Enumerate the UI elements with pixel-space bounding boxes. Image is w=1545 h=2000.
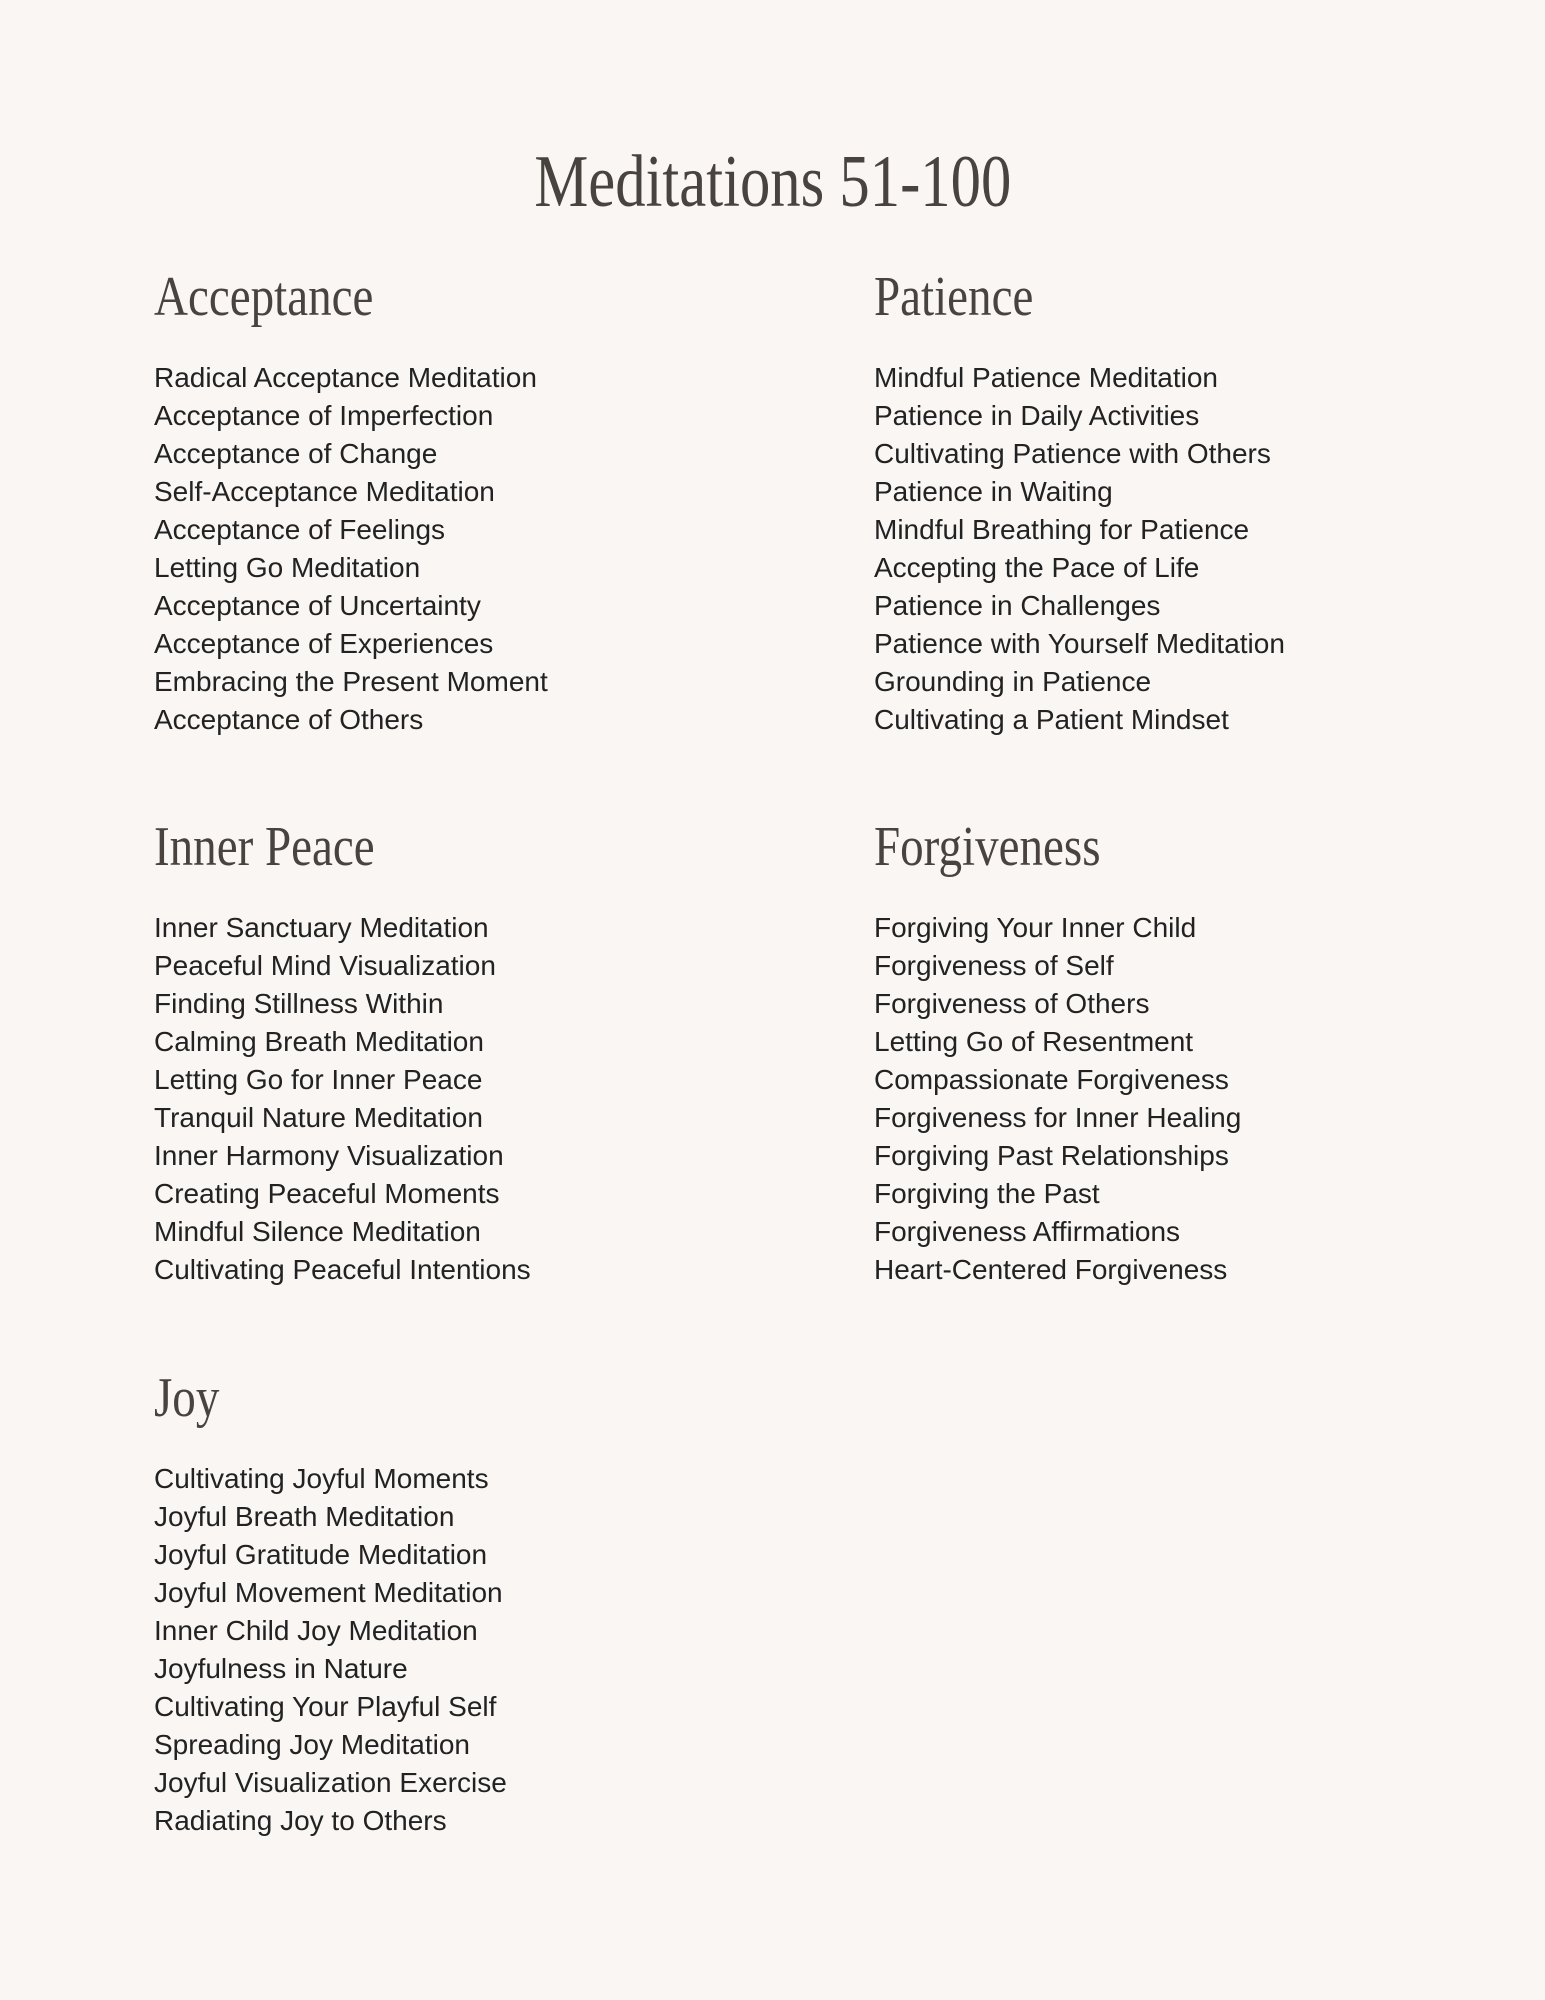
list-item: Peaceful Mind Visualization <box>154 950 496 981</box>
list-item: Joyful Visualization Exercise <box>154 1767 507 1798</box>
list-item: Finding Stillness Within <box>154 988 444 1019</box>
section-heading: Inner Peace <box>154 816 375 878</box>
list-item: Forgiveness Affirmations <box>874 1216 1181 1247</box>
list-item: Joyful Movement Meditation <box>154 1577 503 1608</box>
list-item: Forgiving Past Relationships <box>874 1140 1229 1171</box>
list-item: Acceptance of Others <box>154 704 424 735</box>
list-item: Cultivating Your Playful Self <box>154 1691 497 1722</box>
list-item: Radiating Joy to Others <box>154 1805 447 1836</box>
list-item: Forgiveness for Inner Healing <box>874 1102 1242 1133</box>
section-inner-peace <box>154 817 774 1289</box>
list-item: Forgiving the Past <box>874 1178 1100 1209</box>
list-item: Inner Child Joy Meditation <box>154 1615 478 1646</box>
list-item: Compassionate Forgiveness <box>874 1064 1229 1095</box>
list-item: Mindful Silence Meditation <box>154 1216 481 1247</box>
list-item: Radical Acceptance Meditation <box>154 362 537 393</box>
list-item: Accepting the Pace of Life <box>874 552 1200 583</box>
list-item: Acceptance of Feelings <box>154 514 446 545</box>
section-joy <box>154 1368 774 1840</box>
page-title <box>0 140 1545 224</box>
list-item: Patience in Daily Activities <box>874 400 1200 431</box>
list-item: Forgiveness of Others <box>874 988 1150 1019</box>
list-item: Self-Acceptance Meditation <box>154 476 495 507</box>
section-acceptance <box>154 267 774 739</box>
list-item: Cultivating Peaceful Intentions <box>154 1254 531 1285</box>
page-title-text: Meditations 51-100 <box>534 141 1011 223</box>
list-item: Mindful Breathing for Patience <box>874 514 1250 545</box>
list-item: Tranquil Nature Meditation <box>154 1102 483 1133</box>
list-item: Patience in Waiting <box>874 476 1113 507</box>
section-heading: Patience <box>874 266 1034 328</box>
meditation-list <box>874 359 1494 739</box>
meditation-list <box>874 909 1494 1289</box>
list-item: Forgiveness of Self <box>874 950 1114 981</box>
section-heading: Joy <box>154 1367 220 1429</box>
list-item: Letting Go of Resentment <box>874 1026 1194 1057</box>
section-heading: Acceptance <box>154 266 374 328</box>
list-item: Joyfulness in Nature <box>154 1653 408 1684</box>
meditation-list <box>154 909 774 1289</box>
list-item: Spreading Joy Meditation <box>154 1729 470 1760</box>
list-item: Embracing the Present Moment <box>154 666 548 697</box>
section-patience <box>874 267 1494 739</box>
list-item: Acceptance of Experiences <box>154 628 494 659</box>
list-item: Cultivating a Patient Mindset <box>874 704 1229 735</box>
meditation-list <box>154 1460 774 1840</box>
section-heading: Forgiveness <box>874 816 1101 878</box>
list-item: Letting Go for Inner Peace <box>154 1064 483 1095</box>
list-item: Patience in Challenges <box>874 590 1161 621</box>
list-item: Grounding in Patience <box>874 666 1152 697</box>
list-item: Inner Sanctuary Meditation <box>154 912 489 943</box>
list-item: Forgiving Your Inner Child <box>874 912 1197 943</box>
list-item: Letting Go Meditation <box>154 552 421 583</box>
list-item: Mindful Patience Meditation <box>874 362 1218 393</box>
list-item: Acceptance of Uncertainty <box>154 590 481 621</box>
meditation-list <box>154 359 774 739</box>
list-item: Calming Breath Meditation <box>154 1026 484 1057</box>
list-item: Acceptance of Imperfection <box>154 400 494 431</box>
list-item: Cultivating Patience with Others <box>874 438 1271 469</box>
list-item: Patience with Yourself Meditation <box>874 628 1285 659</box>
list-item: Joyful Gratitude Meditation <box>154 1539 488 1570</box>
list-item: Acceptance of Change <box>154 438 438 469</box>
list-item: Heart-Centered Forgiveness <box>874 1254 1228 1285</box>
list-item: Creating Peaceful Moments <box>154 1178 500 1209</box>
list-item: Inner Harmony Visualization <box>154 1140 504 1171</box>
list-item: Joyful Breath Meditation <box>154 1501 455 1532</box>
section-forgiveness <box>874 817 1494 1289</box>
list-item: Cultivating Joyful Moments <box>154 1463 489 1494</box>
